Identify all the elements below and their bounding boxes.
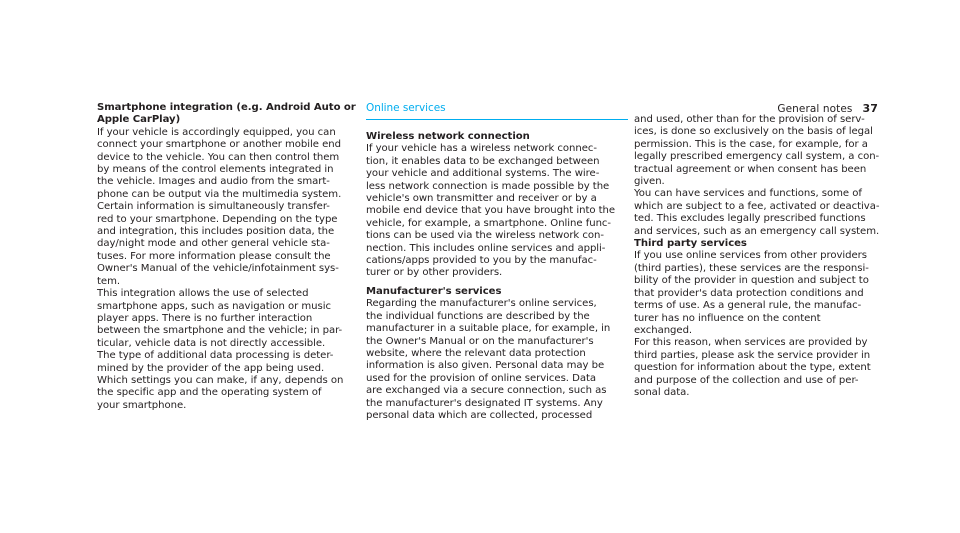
column-2: [366, 102, 628, 422]
page-number: 37: [862, 102, 878, 115]
smartphone-integration-paragraph-1: If your vehicle is accordingly equipped, you can connect your smartphone or another mobile end device to the vehicle. You can then control them by means of the control elements integrated in the vehicle. Images and audio from the smart- phone can be output via the multimedia system. Certain information is simultaneously transfer- red to your smartphone. Depending on the type and integration, this includes position data, the day/night mode and other general vehicle sta- tuses. For more information please consult the Owner's Manual of the vehicle/infotainment sys- tem.: [97, 126, 342, 287]
column-3: [634, 102, 896, 399]
third-party-services-paragraph-2: For this reason, when services are provided by third parties, please ask the service provider in question for information about the type, extent and purpose of the collection and use of per- sonal data.: [634, 337, 871, 398]
smartphone-integration-paragraph-2: This integration allows the use of selected smartphone apps, such as navigation or music player apps. There is no further interaction between the smartphone and the vehicle; in par- ticular, vehicle data is not directly accessible. The type of additional data processing is deter- mined by the provider of the app being used. Which settings you can make, if any, depends on the specific app and the operating system of your smartphone.: [97, 288, 344, 411]
spacer: [634, 102, 896, 114]
wireless-network-paragraph: If your vehicle has a wireless network connec- tion, it enables data to be exchanged between your vehicle and additional systems. The wire- less network connection is made possible by the vehicle's own transmitter and receiver or by a mobile end device that you have brought into the vehicle, for example, a smartphone. Online func- tions can be used via the wireless network con- nection. This includes online services and appli- cations/apps provided to you by the manufac- turer or by other providers.: [366, 143, 616, 279]
column-1: [97, 102, 359, 412]
online-services-heading: Online services: [366, 102, 628, 120]
smartphone-integration-heading: Smartphone integration (e.g. Android Auto or Apple CarPlay): [97, 102, 356, 126]
manufacturer-services-paragraph: Regarding the manufacturer's online services, the individual functions are described by the manufacturer in a suitable place, for example, in the Owner's Manual or on the manufacturer's website, where the relevant data protection information is also given. Personal data may be used for the provision of online services. Data are exchanged via a secure connection, such as the manufacturer's designated IT systems. Any personal data which are collected, processed: [366, 298, 611, 421]
online-services-continued-paragraph: and used, other than for the provision of serv- ices, is done so exclusively on the basis of legal permission. This is the case, for example, for a legally prescribed emergency call system, a con- tractual agreement or when consent has been given.: [634, 114, 880, 188]
section-title: General notes: [777, 103, 853, 115]
manufacturer-services-heading: Manufacturer's services: [366, 285, 502, 297]
services-activation-paragraph: You can have services and functions, some of which are subject to a fee, activated or deactiva- ted. This excludes legally prescribed functions and services, such as an emergency call system.: [634, 188, 880, 237]
third-party-services-heading: Third party services: [634, 238, 747, 250]
wireless-network-heading: Wireless network connection: [366, 131, 530, 142]
third-party-services-paragraph-1: If you use online services from other providers (third parties), these services are the responsi- bility of the provider in question and subject to that provider's data protection conditions and terms of use. As a general rule, the manufac- turer has no influence on the content exchanged.: [634, 250, 869, 336]
